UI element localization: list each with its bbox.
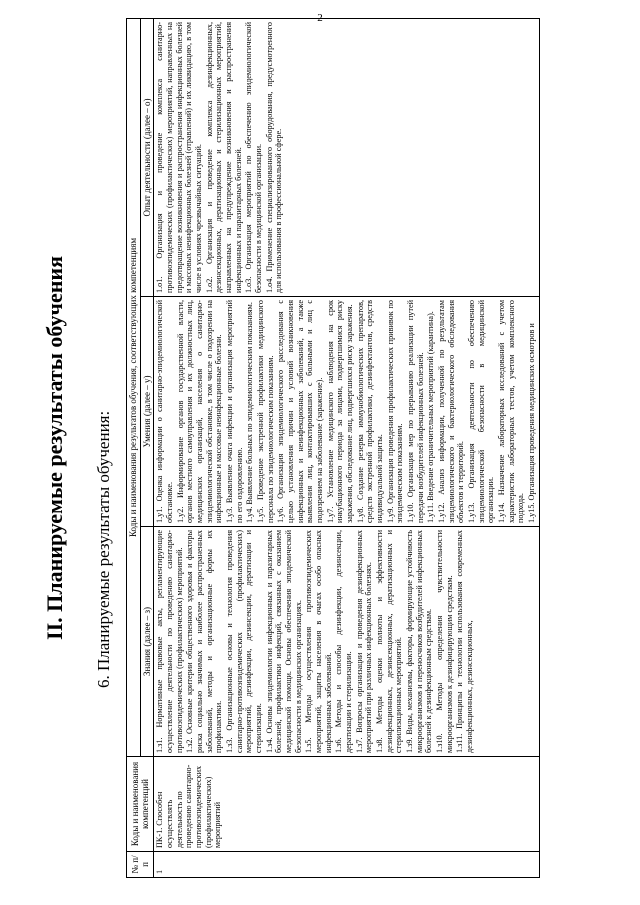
skills-item: 1.у5. Проведение экстренной профилактики медицинского персонала по эпидемиологическим показаниям. [255, 300, 275, 523]
table-header-row [127, 19, 141, 878]
skills-item: 1.у11. Введение ограничительных мероприятий (карантина). [426, 311, 436, 523]
landscape-sheet [8, 8, 638, 888]
knowledge-item: 1.з1. Нормативные правовые акты, регламентирующие осуществление деятельности по проведению санитарно-противоэпидемических (профилактических) мероприятий. [155, 530, 184, 753]
experience-cell [154, 19, 540, 297]
page-number: 2 [317, 12, 323, 24]
knowledge-item: 1.з2. Основные критерии общественного здоровья и факторы риска социально значимых и наиболее распространенных заболеваний, методы и организационные формы их профилактики. [185, 530, 224, 753]
skills-item: 1.у3. Выявление очага инфекции и организация мероприятий по его оздоровлению. [224, 300, 244, 523]
knowledge-item: 1.з6. Методы и способы дезинфекции, дезинсекции, дератизации и стерилизации. [334, 530, 353, 753]
skills-item: 1.у12. Анализ информации, полученной по результатам эпидемиологического и бактериологического обследования объектов и территорий. [437, 300, 466, 523]
experience-item: 1.о3. Организация мероприятий по обеспечению эпидемиологической безопасности в медицинской организации. [244, 22, 263, 293]
knowledge-cell [154, 527, 540, 757]
skills-item: 1.у9. Организация проведения профилактических прививок по эпидемическим показаниям. [385, 300, 405, 523]
skills-item: 1.у13. Организация деятельности по обеспечению эпидемиологической безопасности в медицинской организации. [467, 300, 496, 523]
experience-item: 1.о2. Организация и проведение комплекса дезинфекционных, дезинсекционных, дератизационных и стерилизационных мероприятий, направленных на предупреждение возникновения и распространения инфекционных и паразитарных болезней. [204, 22, 243, 293]
knowledge-item: 1.з9. Виды, механизмы, факторы, формирующие устойчивость микроорганизмов и переносчиков возбудителей инфекционных болезней к дезинфекционным средствам. [405, 530, 434, 753]
section-title: II. Планируемые результаты обучения [42, 256, 67, 640]
competence-cell: ПК-1. Способен осуществлять деятельность по проведению санитарно-противоэпидемических (профилактических) мероприятий [154, 757, 540, 852]
header-knowledge: Знания (далее – з) [140, 527, 154, 757]
table-row [154, 19, 540, 878]
header-experience: Опыт деятельности (далее – о) [140, 19, 154, 297]
skills-item: 1.у1. Оценка информации о санитарно-эпидемиологической обстановке. [155, 300, 174, 523]
knowledge-item: 1.з8. Методы оценки полноты и эффективности дезинфекционных, дезинсекционных, дератизационных и стерилизационных мероприятий. [375, 530, 404, 753]
skills-item: 1.у15. Организация проведения медицинских осмотров и [527, 323, 537, 523]
knowledge-item: 1.з4. Основы эпидемиологии инфекционных и паразитарных болезней, профилактики инфекций, связанных с оказанием медицинской помощи. Основы обеспечения эпидемической безопасности в медицинских организациях. [264, 530, 303, 753]
knowledge-item: 1.з3. Организационные основы и технология проведения санитарно-противоэпидемических (профилактических) мероприятий, дезинфекции, дезинсекции, дератизации и стерилизации. [224, 530, 263, 753]
skills-item: 1.у2. Информирование органов государственной власти, органов местного самоуправления и их должностных лиц, медицинских организаций, населения о санитарно-эпидемиологической обстановке, в том числе о подозрении на инфекционные и массовые неинфекционные болезни. [175, 300, 224, 523]
skills-item: 1.у4. Выявление больных по эпидемиологическим показаниям. [245, 302, 255, 523]
skills-item: 1.у10. Организация мер по прерыванию реализации путей передачи возбудителей инфекционных болезней. [406, 300, 425, 523]
skills-item: 1.у7. Установление медицинского наблюдения на срок инкубационного периода за лицами, подвергшимися риску заражения, обследование лиц, подвергшихся риску заражения. [325, 300, 354, 523]
header-competence: Коды и наименования компетенций [127, 757, 154, 852]
header-skills: Умения (далее – у) [140, 297, 154, 527]
row-number: 1 [154, 852, 540, 878]
header-number: № п/п [127, 852, 154, 878]
learning-outcomes-table [126, 18, 540, 878]
subsection-title: 6. Планируемые результаты обучения: [94, 410, 113, 688]
experience-item: 1.о1. Организация и проведение комплекса санитарно-противоэпидемических (профилактических) мероприятий, направленных на предотвращение возникновения и распространения инфекционных болезней и массовых неинфекционных болезней (отравлений) и их ликвидацию, в том числе в условиях чрезвычайных ситуаций. [155, 22, 203, 293]
table-subheader-row [140, 19, 154, 878]
skills-item: 1.у14. Назначение лабораторных исследований с учетом характеристик лабораторных тестов, учетом комплексного подхода. [497, 300, 526, 523]
experience-item: 1.о4. Применение специализированного оборудования, предусмотренного для использования в профессиональной сфере. [264, 22, 284, 293]
knowledge-item: 1.з5. Методы осуществления противоэпидемических мероприятий, защиты населения в очагах особо опасных инфекционных заболеваний. [304, 530, 333, 753]
skills-item: 1.у8. Создание резерва иммунобиологических препаратов, средств экстренной профилактики, дезинфектантов, средств индивидуальной защиты. [355, 300, 384, 523]
skills-item: 1.у6. Организация эпидемиологического расследования с целью установления причин и условий возникновения инфекционных и неинфекционных заболеваний, а также выявления лиц, контактировавших с больными и лиц с подозрением на заболевание (заражение). [276, 300, 324, 523]
knowledge-item: 1.з7. Вопросы организации и проведения дезинфекционных мероприятий при различных инфекционных болезнях. [354, 530, 374, 753]
knowledge-item: 1.з11. Принципы и технологии использования современных дезинфекционных, дезинсекционных, [455, 530, 475, 753]
skills-cell [154, 297, 540, 527]
knowledge-item: 1.з10. Методы определения чувствительности микроорганизмов к дезинфицирующим средствам. [435, 530, 454, 753]
header-outcomes-group: Коды и наименования результатов обучения, соответствующих компетенциям [127, 19, 141, 757]
